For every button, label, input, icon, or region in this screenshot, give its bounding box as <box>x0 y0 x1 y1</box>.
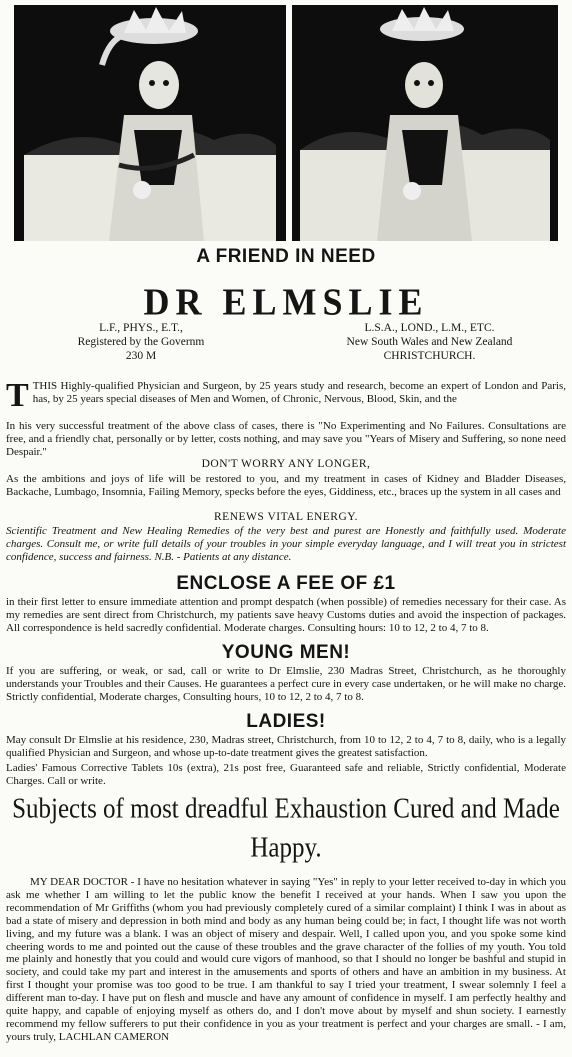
enclose-paragraph: in their first letter to ensure immediate attention and prompt despatch (when possible) of remedies necessary for their case. As my remedies are sent direct from Christchurch, my patients save heavy Customs duties and avoid the inspection of packages. All correspondence is held sacredly confidential. Moderate charges. Consulting hours: 10 to 12, 2 to 4, 7 to 8. <box>6 596 566 634</box>
vital-energy-heading: RENEWS VITAL ENERGY. <box>214 511 358 523</box>
ladies-paragraph: May consult Dr Elmslie at his residence, 230, Madras street, Christchurch, from 10 to 12, 2 to 4, 7 to 8, daily, who is a legally qualified Physician and Surgeon, and whose up-to-date treatment gives the greatest satisfaction. <box>6 734 566 759</box>
dont-worry-paragraph: As the ambitions and joys of life will be restored to you, and my treatment in cases of Kidney and Bladder Diseases, Backache, Lumbago, Insomnia, Failing Memory, specks before the eyes, Giddiness, etc., braces up the system in all cases and <box>6 473 566 498</box>
credentials-left <box>6 321 276 363</box>
vital-paragraph: Scientific Treatment and New Healing Remedies of the very best and purest are Honestly and faithfully used. Moderate charges. Consult me, or write full details of your troubles in your simple everyday language, and I will treat you in strictest confidence, success and fairness. N.B. - Patients at any distance. <box>6 525 566 563</box>
illustration-left <box>14 5 286 241</box>
enclose-fee-heading: ENCLOSE A FEE OF £1 <box>176 573 396 594</box>
doctor-name: DR ELMSLIE <box>143 281 429 323</box>
woman-basket-illustration <box>14 5 286 241</box>
woman-basket-illustration <box>292 5 558 241</box>
credential-line: L.S.A., LOND., L.M., ETC. <box>364 322 495 334</box>
credential-line: New South Wales and New Zealand <box>346 336 513 348</box>
credential-line: 230 M <box>125 350 157 362</box>
young-men-paragraph: If you are suffering, or weak, or sad, call or write to Dr Elmslie, 230 Madras Street, Christchurch, as he thoroughly understands your Troubles and their Causes. He guarantees a perfect cure in every case undertaken, or he will make no charge. Strictly confidential, Moderate charges, Consulting hours, 10 to 12, 2 to 4, 7 to 8. <box>6 665 566 703</box>
credential-line: Registered by the Governm <box>77 336 205 348</box>
illustration-right <box>292 5 558 241</box>
letter-signature: LACHLAN CAMERON <box>58 1030 170 1043</box>
headline: A FRIEND IN NEED <box>196 246 376 267</box>
credentials-right <box>292 321 567 363</box>
young-men-heading: YOUNG MEN! <box>221 642 351 663</box>
ladies-heading: LADIES! <box>246 711 326 732</box>
intro-paragraph: TTHIS Highly-qualified Physician and Surgeon, by 25 years study and research, become an expert of London and Paris, has, by 25 years special diseases of Men and Women, of Chronic, Nervous, Blood, Skin, and the <box>6 377 566 414</box>
subjects-heading: Subjects of most dreadful Exhaustion Cured and Made Happy. <box>12 793 560 864</box>
success-paragraph: In his very successful treatment of the above class of cases, there is "No Experimenting and No Failures. Consultations are free, and a friendly chat, personally or by letter, costs nothing, and may save you "Years of Misery and Suffering, so none need Despair." <box>6 420 566 458</box>
ladies-paragraph-2: Ladies' Famous Corrective Tablets 10s (extra), 21s post free, Guaranteed safe and reliable, Strictly confidential, Moderate Charges. Call or write. <box>6 762 566 787</box>
drop-cap: T <box>6 377 29 414</box>
credential-line: CHRISTCHURCH. <box>383 350 476 362</box>
credential-line: L.F., PHYS., E.T., <box>99 322 183 334</box>
testimonial-letter: MY DEAR DOCTOR - I have no hesitation whatever in saying "Yes" in reply to your letter received to-day in which you ask me whether I am willing to let the public know the benefit I received at your hands. When I saw you upon the recommendation of Mr Griffiths (whom you had previously completely cured of a similar complaint) I think I was in about as bad a state of misery and depression in both mind and body as any human being could be; in fact, I thought life was not worth living, and my future was a blank. I was an object of misery and despair. Well, I called upon you, and you spoke some kind cheering words to me and pointed out the cause of these troubles and the grave character of the follies of my youth. You told me plainly and honestly that you could and would cure vigors of manhood, so that I should no longer be bashful and stupid in society, and could take my part and interest in the amusements and sports of others and have an ambition in my business. At first I thought your promise was too good to be true. I am thankful to say I tried your treatment, I swear solemnly I feel a different man to-day. I have put on flesh and muscle and have any amount of confidence in myself. I am perfectly healthy and quite happy, and capable of enjoying myself as others do, and I don't move about by myself and shun society. I earnestly recommend my fellow sufferers to put their confidence in you as your treatment is perfect and your charges are small. - I am, yours truly, LACHLAN CAMERON <box>6 876 566 1043</box>
dont-worry-heading: DON'T WORRY ANY LONGER, <box>201 458 371 470</box>
